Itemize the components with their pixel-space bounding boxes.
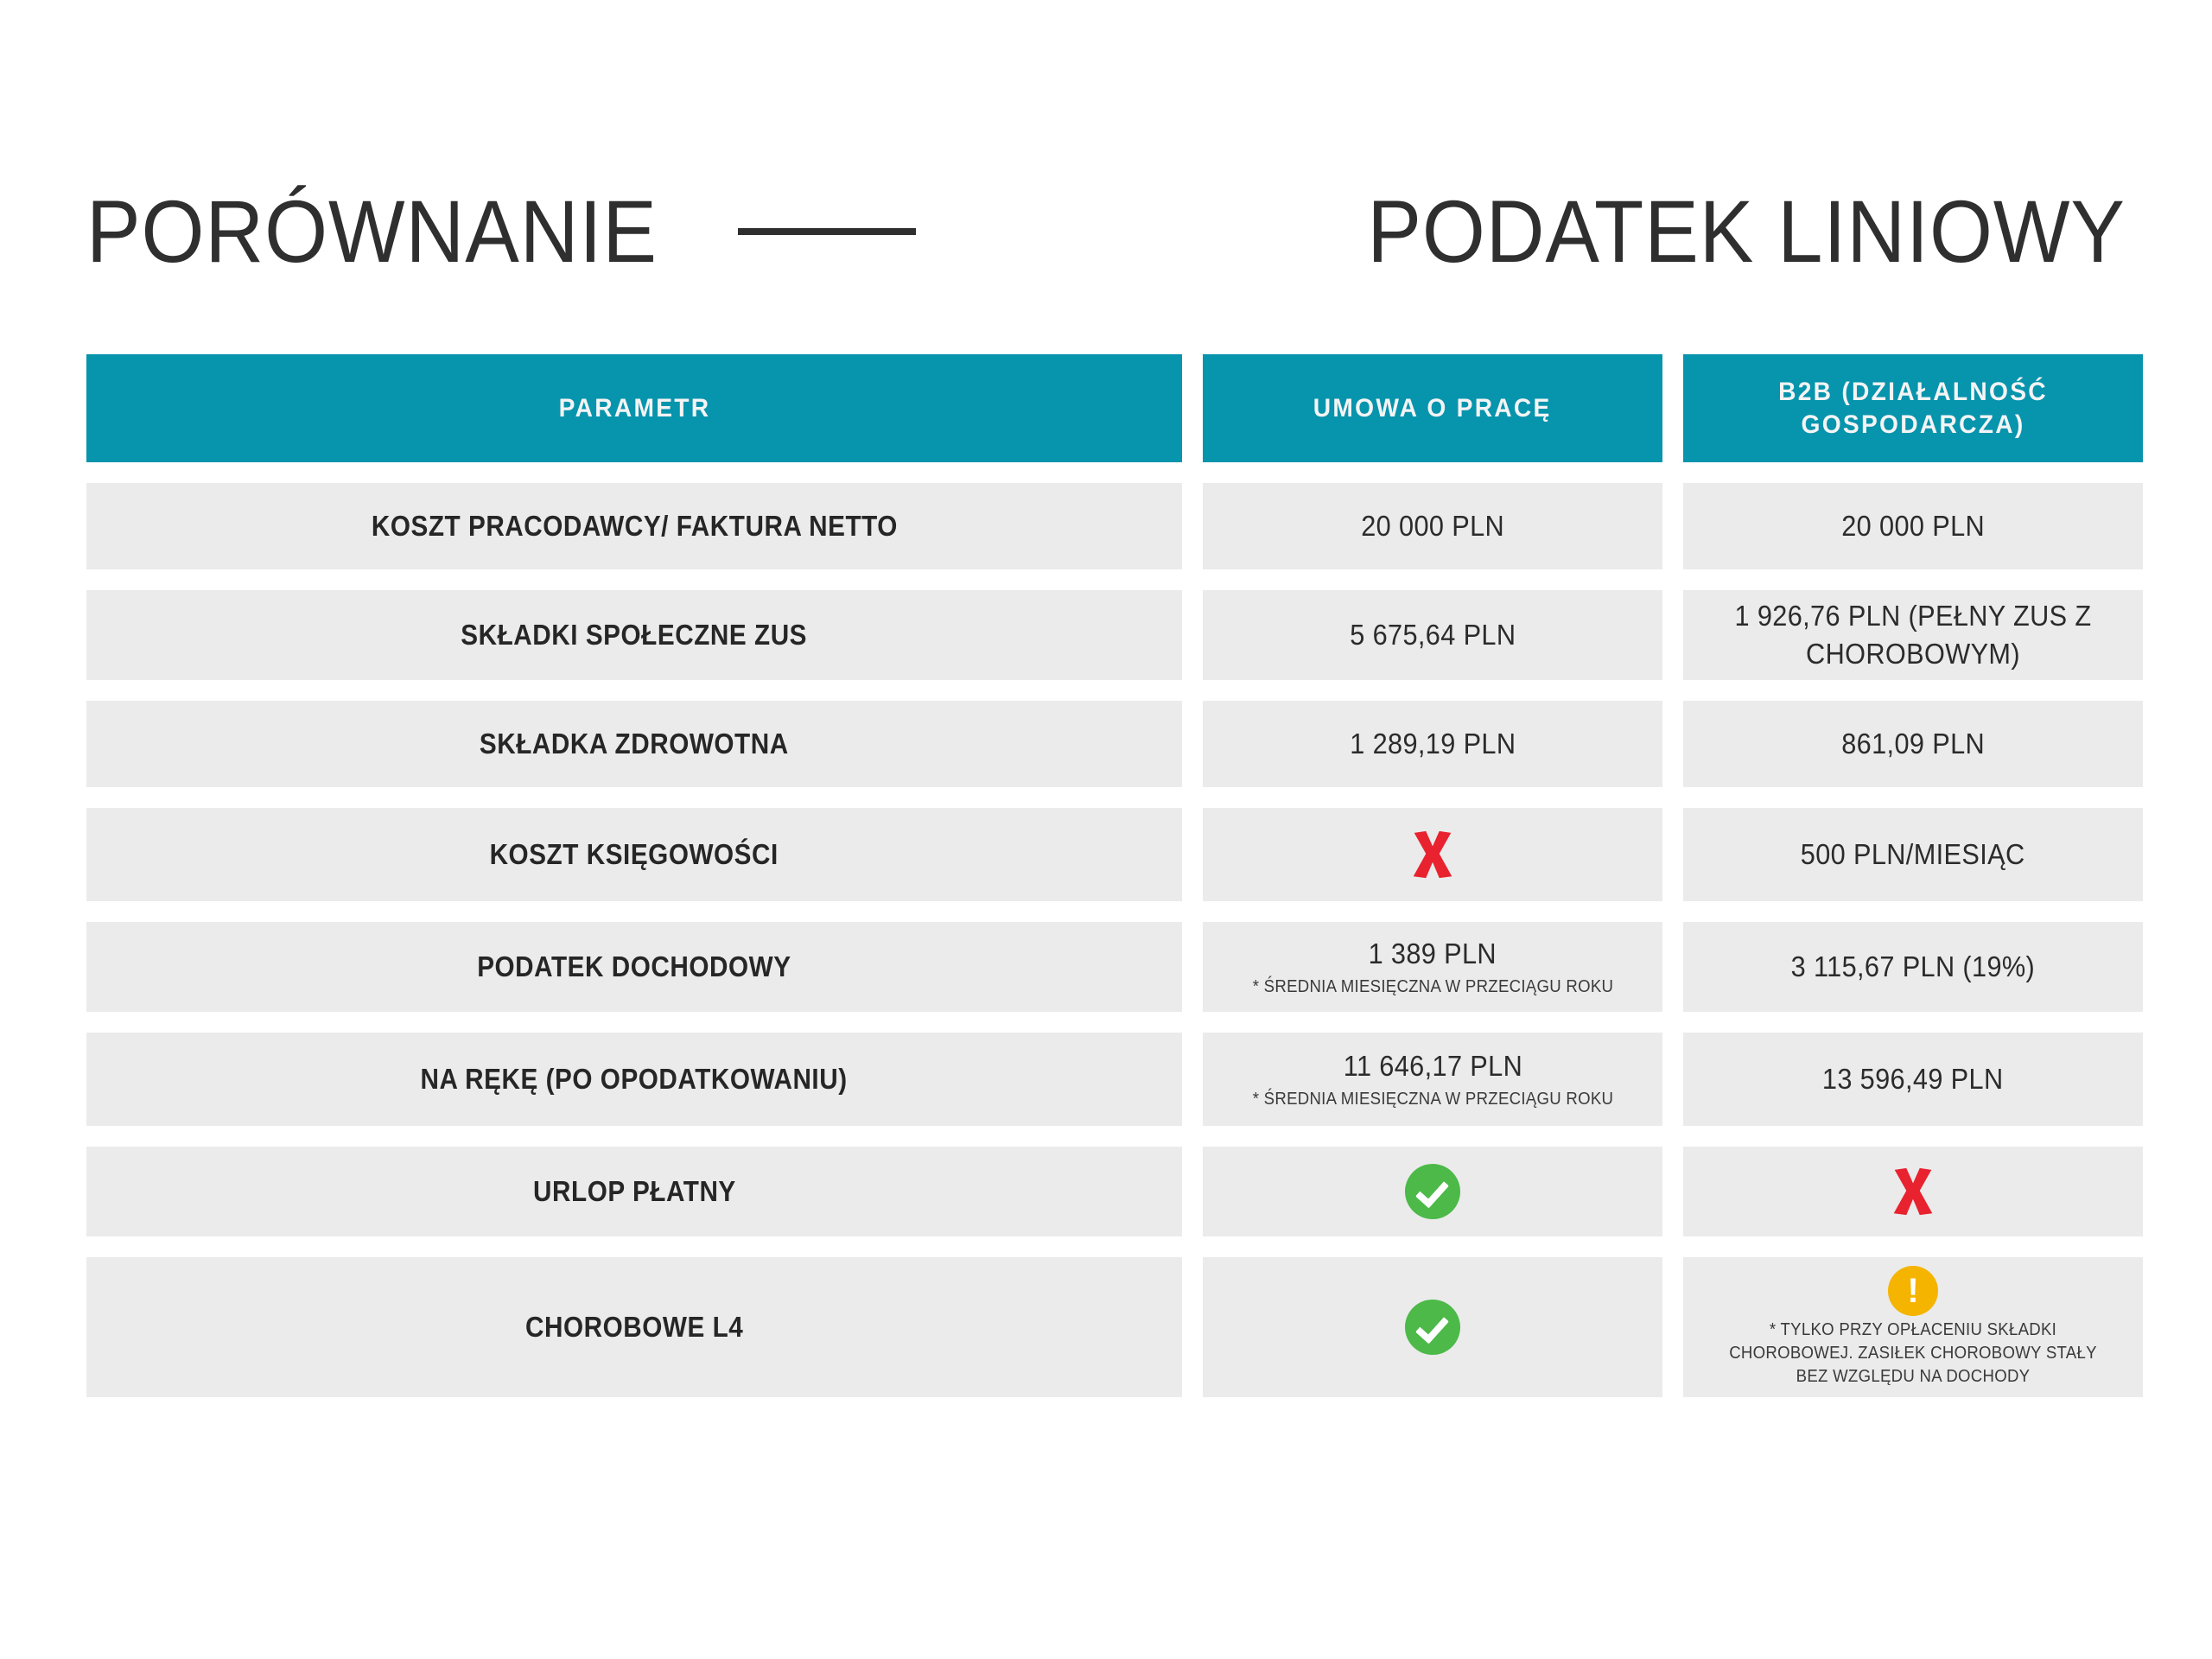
row-value-uop xyxy=(1203,1147,1662,1236)
row-value-uop xyxy=(1203,1033,1662,1126)
row-value-b2b xyxy=(1683,808,2143,901)
row-label-cell xyxy=(86,483,1182,569)
row-value-uop xyxy=(1203,590,1662,680)
row-label-cell xyxy=(86,1257,1182,1397)
value-footnote: * TYLKO PRZY OPŁACENIU SKŁADKI CHOROBOWEJ. ZASIŁEK CHOROBOWY STAŁY BEZ WZGLĘDU NA DOCHODY xyxy=(1729,1320,2097,1386)
table-row xyxy=(86,590,2126,680)
row-label-cell xyxy=(86,1147,1182,1236)
row-label: PODATEK DOCHODOWY xyxy=(477,950,791,982)
value-footnote: * ŚREDNIA MIESIĘCZNA W PRZECIĄGU ROKU xyxy=(1252,977,1613,996)
row-value-uop xyxy=(1203,922,1662,1012)
row-value-b2b xyxy=(1683,483,2143,569)
table-row xyxy=(86,1147,2126,1236)
row-value-uop xyxy=(1203,483,1662,569)
title-left-word: PORÓWNANIE xyxy=(86,181,658,281)
row-value-b2b xyxy=(1683,1257,2143,1397)
header-label-uop: UMOWA O PRACĘ xyxy=(1313,393,1552,423)
row-label: CHOROBOWE L4 xyxy=(524,1311,744,1343)
value-text: 1 926,76 PLN (PEŁNY ZUS Z CHOROBOWYM) xyxy=(1734,600,2092,670)
table-row xyxy=(86,701,2126,787)
value-text: 1 389 PLN xyxy=(1368,938,1497,969)
row-label: KOSZT PRACODAWCY/ FAKTURA NETTO xyxy=(371,510,898,542)
row-label: SKŁADKA ZDROWOTNA xyxy=(480,728,789,760)
check-icon xyxy=(1405,1164,1460,1219)
header-cell-parameter xyxy=(86,354,1182,462)
cross-icon xyxy=(1886,1165,1940,1218)
row-value-b2b xyxy=(1683,922,2143,1012)
title-right-word: PODATEK LINIOWY xyxy=(1367,181,2126,281)
header-label-parameter: PARAMETR xyxy=(558,393,710,423)
row-value-b2b xyxy=(1683,701,2143,787)
warning-exclamation: ! xyxy=(1907,1272,1919,1310)
row-label-cell xyxy=(86,701,1182,787)
title-divider-rule xyxy=(738,228,916,235)
row-value-b2b xyxy=(1683,1033,2143,1126)
header-label-b2b: B2B (DZIAŁALNOŚĆ GOSPODARCZA) xyxy=(1778,377,2048,439)
check-icon xyxy=(1405,1300,1460,1355)
row-label: URLOP PŁATNY xyxy=(532,1175,736,1207)
header-cell-b2b xyxy=(1683,354,2143,462)
row-label-cell xyxy=(86,590,1182,680)
warning-icon xyxy=(1888,1266,1938,1316)
row-label: NA RĘKĘ (PO OPODATKOWANIU) xyxy=(420,1063,849,1095)
value-text: 1 289,19 PLN xyxy=(1349,728,1516,760)
table-row xyxy=(86,808,2126,901)
value-text: 20 000 PLN xyxy=(1841,510,1985,542)
comparison-table xyxy=(86,354,2126,1418)
value-text: 20 000 PLN xyxy=(1361,510,1504,542)
row-value-uop xyxy=(1203,701,1662,787)
table-row xyxy=(86,483,2126,569)
row-label: SKŁADKI SPOŁECZNE ZUS xyxy=(461,619,808,651)
row-value-b2b xyxy=(1683,1147,2143,1236)
value-text: 13 596,49 PLN xyxy=(1822,1063,2004,1095)
table-row xyxy=(86,922,2126,1012)
row-value-uop xyxy=(1203,1257,1662,1397)
header-cell-uop xyxy=(1203,354,1662,462)
table-row xyxy=(86,1257,2126,1397)
row-value-b2b xyxy=(1683,590,2143,680)
value-text: 500 PLN/MIESIĄC xyxy=(1801,838,2025,870)
cross-icon xyxy=(1406,828,1459,881)
value-text: 3 115,67 PLN (19%) xyxy=(1790,950,2036,982)
table-header-row xyxy=(86,354,2126,462)
value-text: 11 646,17 PLN xyxy=(1343,1050,1522,1082)
value-text: 861,09 PLN xyxy=(1841,728,1985,760)
value-footnote: * ŚREDNIA MIESIĘCZNA W PRZECIĄGU ROKU xyxy=(1252,1090,1613,1109)
row-label-cell xyxy=(86,922,1182,1012)
value-text: 5 675,64 PLN xyxy=(1349,619,1516,651)
row-value-uop xyxy=(1203,808,1662,901)
row-label: KOSZT KSIĘGOWOŚCI xyxy=(489,838,779,870)
row-label-cell xyxy=(86,808,1182,901)
row-label-cell xyxy=(86,1033,1182,1126)
page-title xyxy=(86,181,2126,281)
table-row xyxy=(86,1033,2126,1126)
